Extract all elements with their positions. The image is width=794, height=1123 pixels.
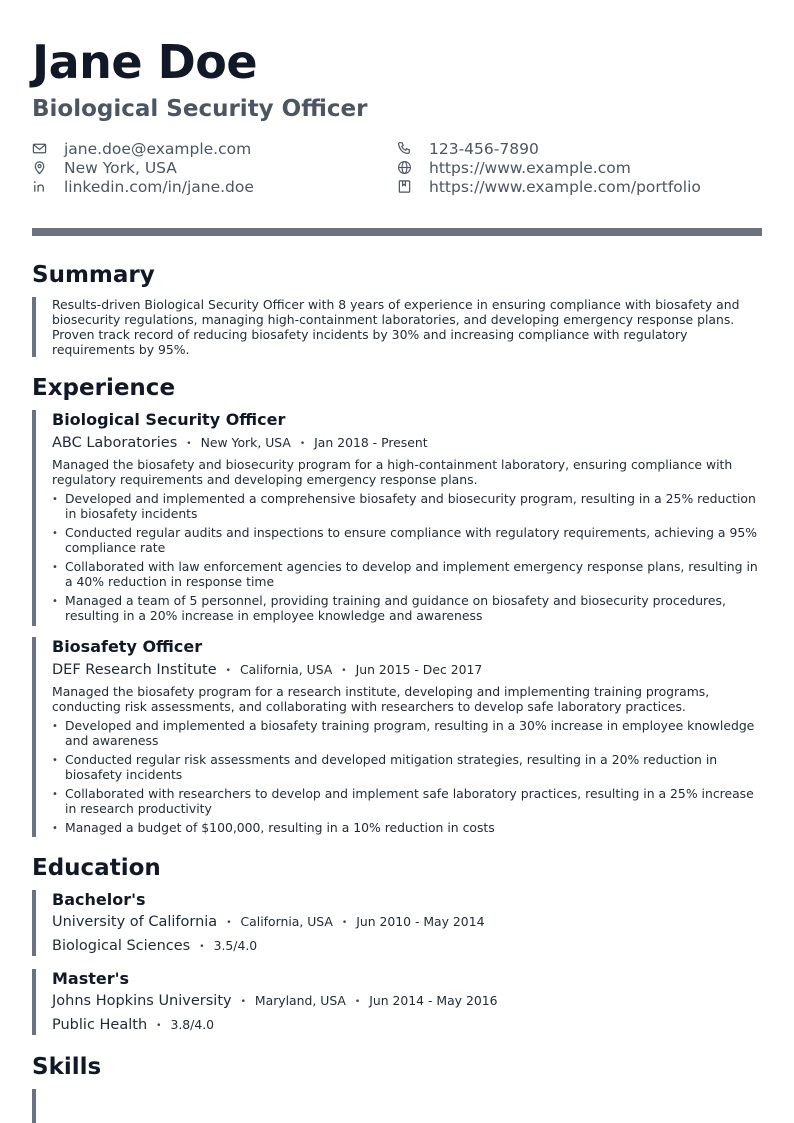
education-entry xyxy=(32,969,762,1035)
location-pin-icon xyxy=(32,160,47,175)
contact-phone[interactable] xyxy=(397,139,757,158)
education-field: Public Health xyxy=(52,1017,148,1033)
education-heading: Education xyxy=(32,855,161,881)
experience-dates: Jun 2015 - Dec 2017 xyxy=(355,662,483,677)
separator-dot: • xyxy=(156,1021,162,1031)
education-dates: Jun 2014 - May 2016 xyxy=(369,993,498,1008)
contact-website[interactable] xyxy=(397,158,757,177)
email-text: jane.doe@example.com xyxy=(64,139,252,158)
experience-bullet: • Developed and implemented a biosafety training program, resulting in a 30% increase in employee knowledge and awareness xyxy=(52,718,762,748)
skills-heading: Skills xyxy=(32,1054,102,1080)
experience-location: California, USA xyxy=(239,662,333,677)
contact-linkedin[interactable] xyxy=(32,177,392,196)
phone-icon xyxy=(397,141,412,156)
experience-bullet: • Managed a team of 5 personnel, providing training and guidance on biosafety and biosecurity procedures, resulting in a 20% increase in employee knowledge and awareness xyxy=(52,593,762,623)
experience-bullet: • Collaborated with researchers to develop and implement safe laboratory practices, resulting in a 25% increase in research productivity xyxy=(52,786,762,816)
skills-block xyxy=(32,1089,762,1123)
education-location: California, USA xyxy=(240,914,333,929)
summary-block xyxy=(32,297,762,357)
experience-bullet: • Collaborated with law enforcement agencies to develop and implement emergency response plans, resulting in a 40% reduction in response time xyxy=(52,559,762,589)
experience-company: DEF Research Institute xyxy=(52,662,217,678)
phone-text: 123-456-7890 xyxy=(429,139,539,158)
summary-text: Results-driven Biological Security Officer with 8 years of experience in ensuring compliance with biosafety and biosecurity regulations, managing high-containment laboratories, and developing emergency response plans. Proven track record of reducing biosafety incidents by 30% and increasing compliance with regulatory requirements by 95%. xyxy=(52,297,740,357)
separator-dot: • xyxy=(299,439,306,449)
education-gpa: 3.5/4.0 xyxy=(213,938,258,953)
separator-dot: • xyxy=(341,918,348,928)
education-school-line xyxy=(52,990,762,1014)
education-degree: Master's xyxy=(52,969,130,988)
education-entry xyxy=(32,890,762,956)
separator-dot: • xyxy=(225,666,231,676)
education-location: Maryland, USA xyxy=(254,993,346,1008)
contact-email[interactable] xyxy=(32,139,392,158)
education-school: Johns Hopkins University xyxy=(52,993,232,1009)
education-degree: Bachelor's xyxy=(52,890,146,909)
separator-dot: • xyxy=(226,918,232,928)
experience-role: Biosafety Officer xyxy=(52,637,203,656)
experience-role: Biological Security Officer xyxy=(52,410,286,429)
education-field-line xyxy=(52,1014,762,1038)
experience-bullet: • Developed and implemented a comprehensive biosafety and biosecurity program, resulting in a 25% reduction in biosafety incidents xyxy=(52,491,762,521)
separator-dot: • xyxy=(354,997,361,1007)
education-dates: Jun 2010 - May 2014 xyxy=(356,914,485,929)
experience-company: ABC Laboratories xyxy=(52,435,178,451)
bookmark-icon xyxy=(397,179,412,194)
separator-dot: • xyxy=(199,942,205,952)
experience-description: Managed the biosafety and biosecurity program for a high-containment laboratory, ensuring compliance with regulatory requirements and developing emergency response plans. xyxy=(52,457,733,487)
experience-meta xyxy=(52,433,762,455)
linkedin-icon xyxy=(32,179,47,194)
experience-bullet: • Conducted regular audits and inspections to ensure compliance with regulatory requirements, achieving a 95% compliance rate xyxy=(52,525,762,555)
job-title: Biological Security Officer xyxy=(32,96,368,122)
experience-meta xyxy=(52,660,762,682)
experience-bullets xyxy=(52,718,762,835)
education-school-line xyxy=(52,911,762,935)
experience-bullet: • Conducted regular risk assessments and developed mitigation strategies, resulting in a 20% reduction in biosafety incidents xyxy=(52,752,762,782)
experience-location: New York, USA xyxy=(200,435,291,450)
globe-icon xyxy=(397,160,412,175)
experience-dates: Jan 2018 - Present xyxy=(314,435,428,450)
contact-portfolio[interactable] xyxy=(397,177,757,196)
header-divider xyxy=(32,228,762,236)
education-school: University of California xyxy=(52,914,218,930)
website-text: https://www.example.com xyxy=(429,158,631,177)
contact-column-right xyxy=(397,139,757,196)
summary-heading: Summary xyxy=(32,262,155,288)
experience-entry xyxy=(32,637,762,837)
location-text: New York, USA xyxy=(64,158,177,177)
experience-bullets xyxy=(52,491,762,623)
experience-description: Managed the biosafety program for a research institute, developing and implementing training programs, conducting risk assessments, and collaborating with researchers to develop safe laboratory practices. xyxy=(52,684,710,714)
separator-dot: • xyxy=(240,997,246,1007)
experience-bullet: • Managed a budget of $100,000, resulting in a 10% reduction in costs xyxy=(52,820,762,835)
experience-heading: Experience xyxy=(32,375,176,401)
education-gpa: 3.8/4.0 xyxy=(170,1017,215,1032)
candidate-name: Jane Doe xyxy=(32,35,258,89)
linkedin-text: linkedin.com/in/jane.doe xyxy=(64,177,254,196)
contact-column-left xyxy=(32,139,392,196)
mail-icon xyxy=(32,141,47,156)
separator-dot: • xyxy=(186,439,192,449)
portfolio-text: https://www.example.com/portfolio xyxy=(429,177,701,196)
separator-dot: • xyxy=(341,666,347,676)
education-field: Biological Sciences xyxy=(52,938,191,954)
education-field-line xyxy=(52,935,762,959)
contact-location xyxy=(32,158,392,177)
experience-entry xyxy=(32,410,762,626)
